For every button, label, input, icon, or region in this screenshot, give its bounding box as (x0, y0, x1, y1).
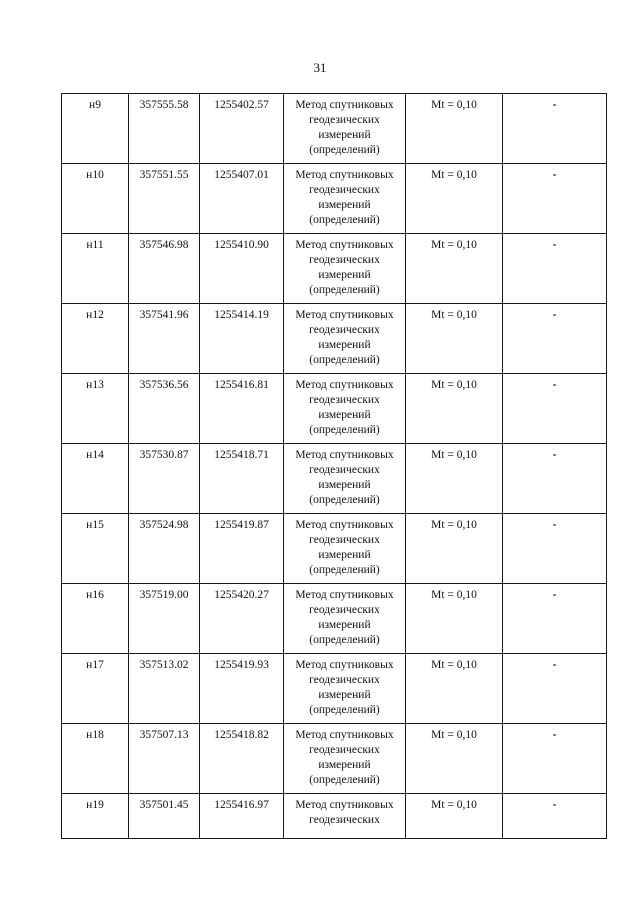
method-line: геодезических (309, 254, 380, 266)
method-line: измерений (318, 339, 371, 351)
table-row (62, 234, 607, 304)
accuracy-cell: Mt = 0,10 (406, 654, 503, 724)
point-cell: н17 (62, 654, 129, 724)
method-line: Метод спутниковых (295, 379, 394, 391)
point-cell: н14 (62, 444, 129, 514)
x-coordinate-cell: 357546.98 (129, 234, 200, 304)
method-cell (284, 654, 406, 724)
table-row (62, 514, 607, 584)
method-cell (284, 724, 406, 794)
point-cell: н18 (62, 724, 129, 794)
accuracy-cell: Mt = 0,10 (406, 724, 503, 794)
method-line: измерений (318, 759, 371, 771)
note-cell: - (503, 444, 607, 514)
table-row (62, 304, 607, 374)
y-coordinate-cell: 1255416.81 (200, 374, 284, 444)
note-cell: - (503, 234, 607, 304)
table-row (62, 444, 607, 514)
table-row (62, 794, 607, 839)
x-coordinate-cell: 357507.13 (129, 724, 200, 794)
x-coordinate-cell: 357501.45 (129, 794, 200, 839)
accuracy-cell: Mt = 0,10 (406, 94, 503, 164)
method-line: измерений (318, 689, 371, 701)
method-line: Метод спутниковых (295, 449, 394, 461)
accuracy-cell: Mt = 0,10 (406, 444, 503, 514)
method-line: геодезических (309, 394, 380, 406)
x-coordinate-cell: 357530.87 (129, 444, 200, 514)
method-line: геодезических (309, 744, 380, 756)
x-coordinate-cell: 357524.98 (129, 514, 200, 584)
method-line: Метод спутниковых (295, 519, 394, 531)
y-coordinate-cell: 1255419.87 (200, 514, 284, 584)
note-cell: - (503, 164, 607, 234)
method-line: геодезических (309, 184, 380, 196)
method-line: Метод спутниковых (295, 169, 394, 181)
method-line: (определений) (309, 354, 380, 366)
note-cell: - (503, 794, 607, 839)
y-coordinate-cell: 1255420.27 (200, 584, 284, 654)
point-cell: н10 (62, 164, 129, 234)
method-line: геодезических (309, 114, 380, 126)
method-line: геодезических (309, 604, 380, 616)
point-cell: н11 (62, 234, 129, 304)
table-row (62, 584, 607, 654)
table-row (62, 374, 607, 444)
method-line: геодезических (309, 324, 380, 336)
table-row (62, 94, 607, 164)
y-coordinate-cell: 1255416.97 (200, 794, 284, 839)
note-cell: - (503, 374, 607, 444)
method-line: измерений (318, 409, 371, 421)
method-cell (284, 374, 406, 444)
accuracy-cell: Mt = 0,10 (406, 234, 503, 304)
method-line: геодезических (309, 814, 380, 826)
method-cell (284, 584, 406, 654)
accuracy-cell: Mt = 0,10 (406, 164, 503, 234)
method-line: (определений) (309, 284, 380, 296)
method-line: измерений (318, 199, 371, 211)
note-cell: - (503, 94, 607, 164)
method-line: геодезических (309, 464, 380, 476)
accuracy-cell: Mt = 0,10 (406, 514, 503, 584)
x-coordinate-cell: 357536.56 (129, 374, 200, 444)
x-coordinate-cell: 357551.55 (129, 164, 200, 234)
method-line: Метод спутниковых (295, 589, 394, 601)
method-line: измерений (318, 269, 371, 281)
table-row (62, 724, 607, 794)
note-cell: - (503, 654, 607, 724)
note-cell: - (503, 514, 607, 584)
point-cell: н13 (62, 374, 129, 444)
method-cell (284, 514, 406, 584)
method-line: Метод спутниковых (295, 309, 394, 321)
y-coordinate-cell: 1255410.90 (200, 234, 284, 304)
method-line: (определений) (309, 564, 380, 576)
point-cell: н19 (62, 794, 129, 839)
method-line: (определений) (309, 144, 380, 156)
method-line: Метод спутниковых (295, 799, 394, 811)
method-line: (определений) (309, 494, 380, 506)
accuracy-cell: Mt = 0,10 (406, 584, 503, 654)
method-line: измерений (318, 549, 371, 561)
method-line: измерений (318, 129, 371, 141)
table-body (62, 94, 607, 839)
accuracy-cell: Mt = 0,10 (406, 304, 503, 374)
page-number: 31 (313, 60, 327, 75)
method-line: Метод спутниковых (295, 99, 394, 111)
y-coordinate-cell: 1255402.57 (200, 94, 284, 164)
x-coordinate-cell: 357541.96 (129, 304, 200, 374)
point-cell: н12 (62, 304, 129, 374)
y-coordinate-cell: 1255407.01 (200, 164, 284, 234)
method-line: Метод спутниковых (295, 659, 394, 671)
method-line: Метод спутниковых (295, 239, 394, 251)
method-cell (284, 234, 406, 304)
y-coordinate-cell: 1255418.82 (200, 724, 284, 794)
method-cell (284, 794, 406, 839)
point-cell: н15 (62, 514, 129, 584)
note-cell: - (503, 304, 607, 374)
method-line: (определений) (309, 424, 380, 436)
x-coordinate-cell: 357513.02 (129, 654, 200, 724)
note-cell: - (503, 724, 607, 794)
method-cell (284, 164, 406, 234)
method-line: измерений (318, 479, 371, 491)
y-coordinate-cell: 1255418.71 (200, 444, 284, 514)
accuracy-cell: Mt = 0,10 (406, 794, 503, 839)
method-line: геодезических (309, 534, 380, 546)
point-cell: н16 (62, 584, 129, 654)
x-coordinate-cell: 357555.58 (129, 94, 200, 164)
method-line: геодезических (309, 674, 380, 686)
point-cell: н9 (62, 94, 129, 164)
method-cell (284, 444, 406, 514)
method-line: измерений (318, 619, 371, 631)
y-coordinate-cell: 1255414.19 (200, 304, 284, 374)
note-cell: - (503, 584, 607, 654)
method-line: Метод спутниковых (295, 729, 394, 741)
table-row (62, 164, 607, 234)
y-coordinate-cell: 1255419.93 (200, 654, 284, 724)
coordinates-table (61, 93, 607, 839)
table-row (62, 654, 607, 724)
method-line: (определений) (309, 704, 380, 716)
method-line: (определений) (309, 634, 380, 646)
method-cell (284, 304, 406, 374)
x-coordinate-cell: 357519.00 (129, 584, 200, 654)
method-line: (определений) (309, 214, 380, 226)
method-cell (284, 94, 406, 164)
accuracy-cell: Mt = 0,10 (406, 374, 503, 444)
method-line: (определений) (309, 774, 380, 786)
